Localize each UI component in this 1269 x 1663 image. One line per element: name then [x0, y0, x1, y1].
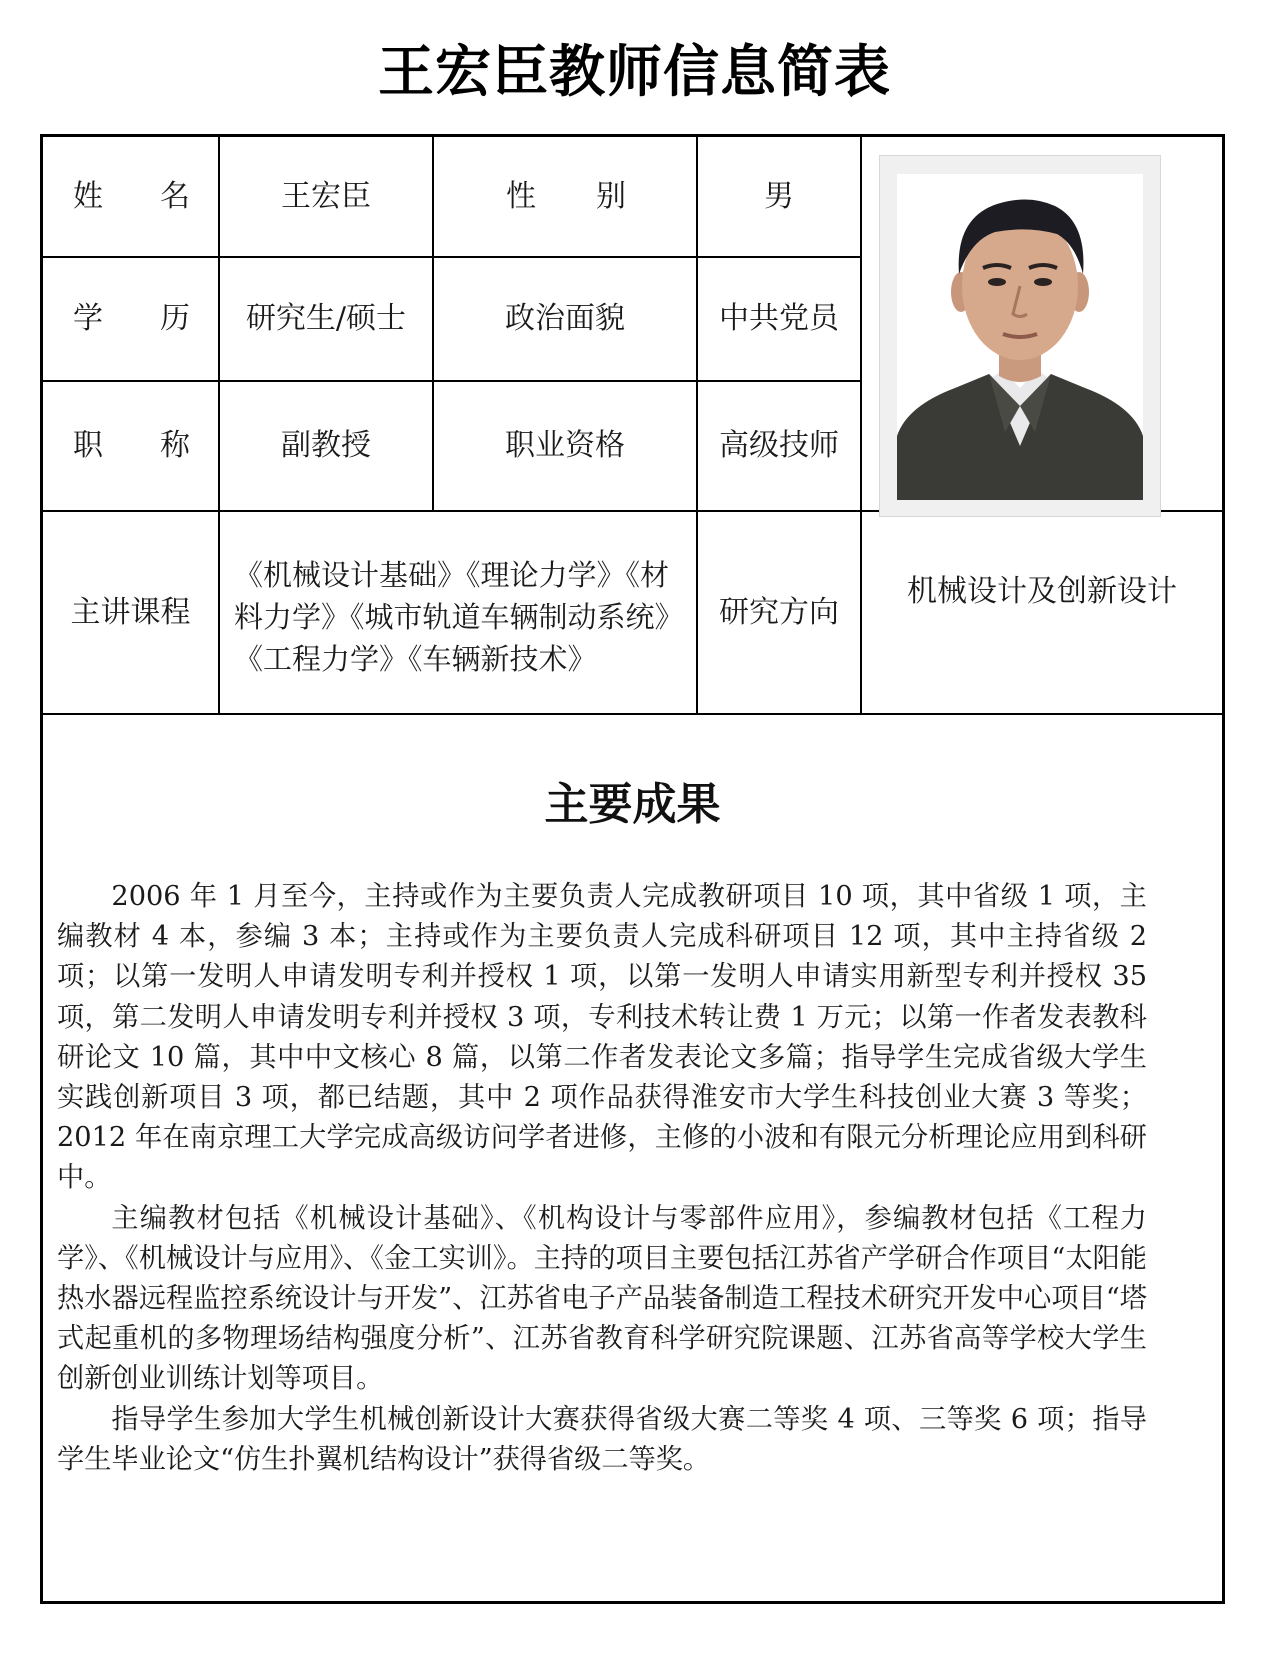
research-value: 机械设计及创新设计: [907, 574, 1177, 609]
achievement-paragraph: 2006 年 1 月至今，主持或作为主要负责人完成教研项目 10 项，其中省级 1 项，主编教材 4 本，参编 3 本；主持或作为主要负责人完成科研项目 12 项，其中主持省级 2 项；以第一发明人申请发明专利并授权 1 项，以第一发明人申请实用新型专利并授权 35 项，第二发明人申请发明专利并授权 3 项，专利技术转让费 1 万元；以第一作者发表教科研论文 10 篇，其中中文核心 8 篇，以第二作者发表论文多篇；指导学生完成省级大学生实践创新项目 3 项，都已结题，其中 2 项作品获得淮安市大学生科技创业大赛 3 等奖；2012 年在南京理工大学完成高级访问学者进修，主修的小波和有限元分析理论应用到科研中。: [57, 881, 1147, 1194]
education-label: 学 历: [73, 301, 190, 336]
gender-label: 性 别: [506, 178, 626, 214]
qualification-label: 职业资格: [505, 428, 625, 463]
portrait-photo-icon: [897, 174, 1143, 500]
research-label: 研究方向: [719, 594, 839, 630]
achievement-paragraph: 指导学生参加大学生机械创新设计大赛获得省级大赛二等奖 4 项、三等奖 6 项；指导学生毕业论文“仿生扑翼机结构设计”获得省级二等奖。: [57, 1403, 1147, 1475]
name-value: 王宏臣: [281, 178, 371, 214]
info-table: [40, 134, 1225, 1604]
achievement-paragraph: 主编教材包括《机械设计基础》、《机构设计与零部件应用》，参编教材包括《工程力学》、《机械设计与应用》、《金工实训》。主持的项目主要包括江苏省产学研合作项目“太阳能热水器远程监控系统设计与开发”、江苏省电子产品装备制造工程技术研究开发中心项目“塔式起重机的多物理场结构强度分析”、江苏省教育科学研究院课题、江苏省高等学校大学生创新创业训练计划等项目。: [57, 1202, 1147, 1395]
courses-value: 《机械设计基础》《理论力学》《材料力学》《城市轨道车辆制动系统》《工程力学》《车辆新技术》: [234, 558, 684, 676]
courses-label: 主讲课程: [70, 594, 191, 630]
title-label: 职 称: [73, 428, 190, 463]
qualification-value: 高级技师: [719, 428, 839, 463]
page-title: 王宏臣教师信息简表: [378, 40, 891, 105]
title-value: 副教授: [281, 428, 371, 463]
education-value: 研究生/硕士: [245, 301, 407, 336]
gender-value: 男: [764, 178, 794, 214]
achievements-heading: 主要成果: [544, 779, 721, 830]
achievements-text: [57, 877, 1147, 1480]
portrait-photo: [879, 155, 1161, 517]
political-label: 政治面貌: [505, 301, 625, 336]
name-label: 姓 名: [73, 178, 190, 214]
political-value: 中共党员: [719, 301, 839, 336]
